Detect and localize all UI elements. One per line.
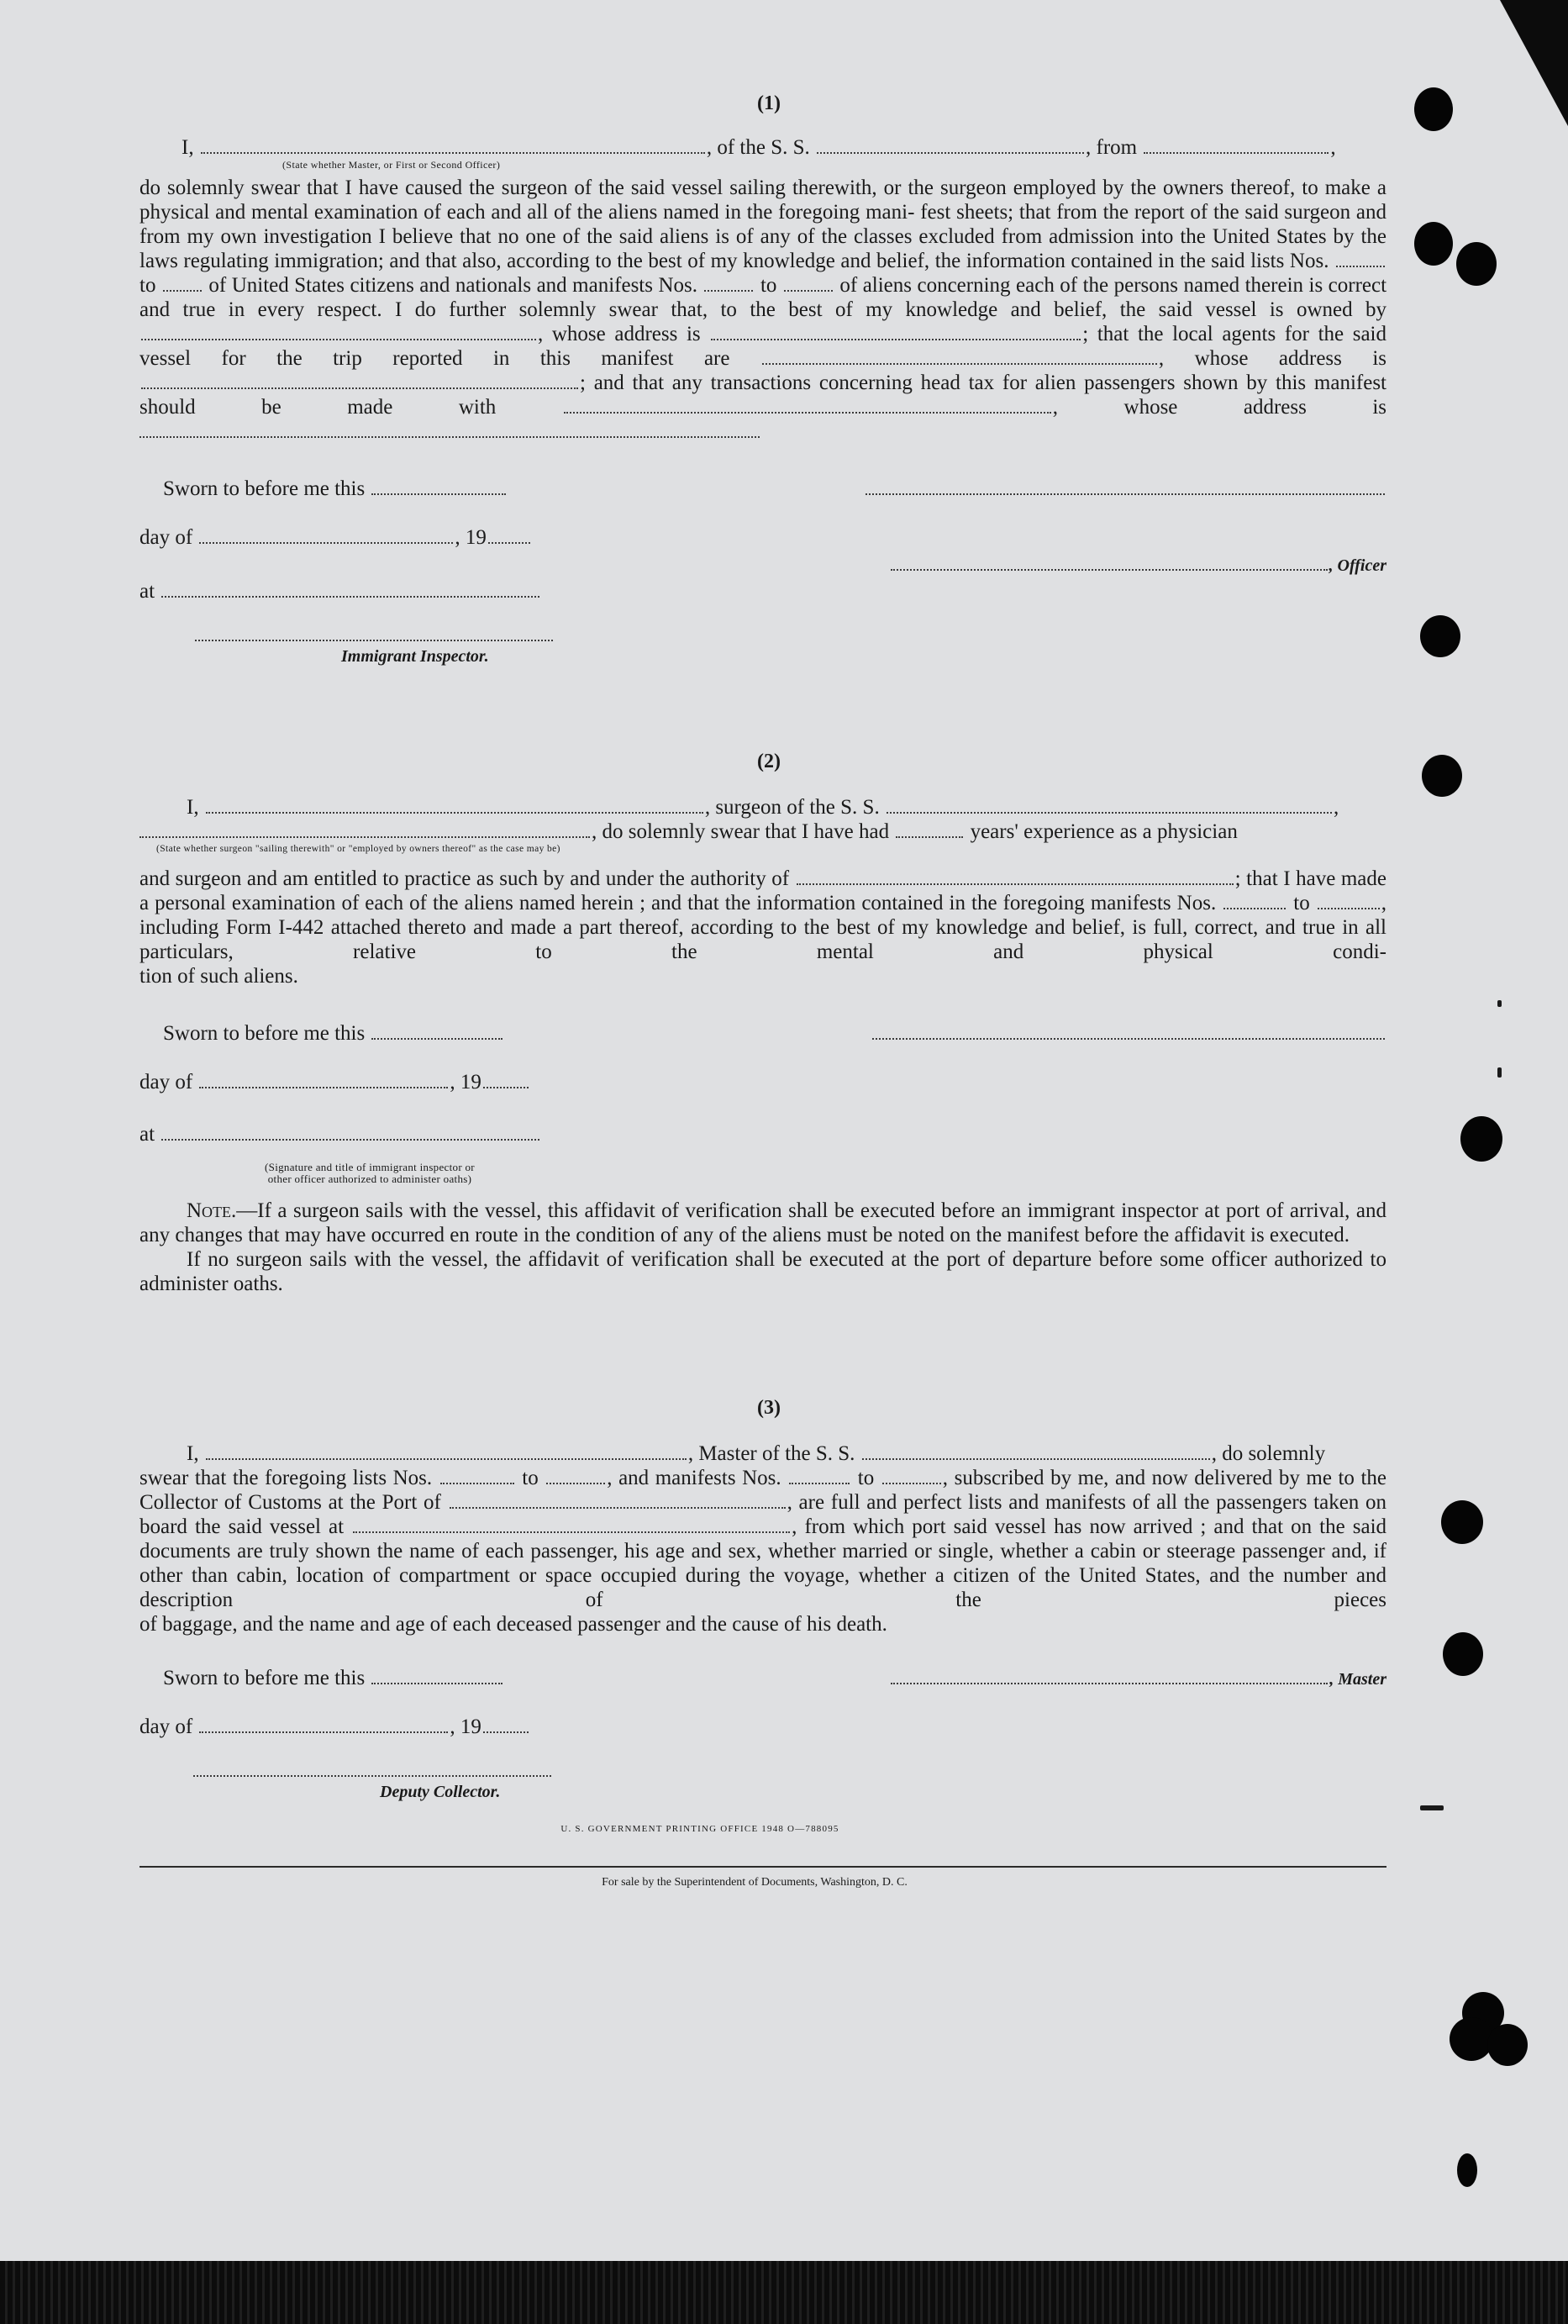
- scan-edge: [0, 2261, 1568, 2324]
- sworn-row: Sworn to before me this: [139, 461, 1386, 509]
- surgeon-caption: (State whether surgeon "sailing therewith" or "employed by owners thereof" as the case may be): [156, 843, 560, 854]
- list-no-to-blank[interactable]: [163, 273, 202, 292]
- lists-from-blank[interactable]: [440, 1466, 514, 1484]
- master-ship-blank[interactable]: [862, 1441, 1210, 1460]
- master-oath-text: swear that the foregoing lists Nos. to , and manifests Nos. to , subscribed by me, and now delivered by me to the Collector of Customs at the Port of , are full and perfect lists and manifests of all the passengers taken on board the said vessel at , from which port said vessel has now arrived ; and that on the said documents are truly shown the name of each passenger, his age and sex, whether married or single, whether a cabin or steerage passenger and, if other than cabin, location of compartment or space occupied during the voyage, whether a citizen of the United States, and the number and description of the pieces: [139, 1466, 1387, 1611]
- section-3: [139, 1397, 1386, 1834]
- manifest-to-blank[interactable]: [1318, 891, 1380, 909]
- sworn-row: Sworn to before me this , Master: [163, 1666, 1386, 1689]
- officer-title-blank[interactable]: [891, 552, 1328, 571]
- ship-name-blank[interactable]: [817, 135, 1084, 154]
- agents-address-blank[interactable]: [141, 371, 578, 389]
- punch-hole: [1456, 242, 1497, 286]
- day-row: day of , 19: [139, 509, 1386, 558]
- punch-hole: [1487, 2024, 1528, 2066]
- sworn-year-blank[interactable]: [483, 1715, 529, 1733]
- sworn-year-blank[interactable]: [483, 1070, 529, 1088]
- surgeon-oath-end: tion of such aliens.: [139, 964, 298, 988]
- manifests-to-blank[interactable]: [882, 1466, 941, 1484]
- owner-address-blank[interactable]: [711, 322, 1081, 340]
- sworn-year-blank[interactable]: [488, 525, 530, 544]
- owner-blank[interactable]: [141, 322, 536, 340]
- list-no-from-blank[interactable]: [1336, 249, 1385, 267]
- punch-hole: [1420, 615, 1460, 657]
- master-signature-blank[interactable]: [891, 1666, 1328, 1684]
- section-number: (3): [757, 1396, 781, 1419]
- authority-blank[interactable]: [797, 867, 1234, 885]
- manifests-from-blank[interactable]: [789, 1466, 850, 1484]
- punch-hole: [1441, 1500, 1483, 1544]
- boarding-port-blank[interactable]: [353, 1515, 790, 1533]
- head-tax-address-line: [139, 419, 1386, 444]
- section-number: (1): [757, 92, 781, 114]
- surgeon-oath-text: and surgeon and am entitled to practice as such by and under the authority of ; that I have made a personal examination of each of the aliens named herein ; and that the information contained in the foregoing manifests Nos. to , including Form I-442 attached thereto and made a part thereof, according to the best of my knowledge and belief, is full, correct, and true in all particulars, relative to the mental and physical condi-: [139, 867, 1386, 963]
- scan-mark: [1497, 1000, 1502, 1007]
- signature-caption: (Signature and title of immigrant inspector or other officer authorized to administer oaths): [265, 1160, 475, 1185]
- sworn-day-blank[interactable]: [371, 477, 506, 495]
- punch-hole: [1422, 755, 1462, 797]
- manifest-from-blank[interactable]: [1223, 891, 1286, 909]
- oath-text: do solemnly swear that I have caused the surgeon of the said vessel sailing therewith, or the surgeon employed by the owners thereof, to make a physical and mental examination of each and all of the aliens named in the foregoing mani- fest sheets; that from the report of the said surgeon and from my own investigation I believe that no one of the said aliens is of any of the classes excluded from admission into the United States by the laws regulating immigration; and that also, according to the best of my knowledge and belief, the information contained in the said lists Nos. to of United States citizens and nationals and manifests Nos. to of aliens concerning each of the persons named therein is correct and true in every respect. I do further solemnly swear that, to the best of my knowledge and belief, the said vessel is owned by , whose address is ; that the local agents for the said vessel for the trip reported in this manifest are , whose address is ; and that any transactions concerning head tax for alien passengers shown by this manifest should be made with , whose address is: [139, 177, 1387, 419]
- rank-caption: (State whether Master, or First or Second Officer): [282, 159, 501, 171]
- section-2: [139, 751, 1386, 1296]
- surgeon-name-blank[interactable]: [206, 795, 703, 814]
- surgeon-status-blank[interactable]: [139, 819, 590, 838]
- collector-signature-blank[interactable]: [193, 1764, 551, 1777]
- master-line: I, , of the S. S. , from ,: [182, 136, 1336, 159]
- surgeon-ship-blank[interactable]: [887, 795, 1332, 814]
- manifest-no-from-blank[interactable]: [704, 273, 753, 292]
- at-row: at: [139, 577, 1386, 603]
- inspector-signature: [139, 629, 1386, 667]
- section-1: [139, 92, 1386, 667]
- at-row: at: [139, 1103, 1386, 1155]
- collector-signature: [139, 1764, 1386, 1802]
- sworn-place-blank[interactable]: [161, 579, 539, 598]
- punch-hole: [1457, 2153, 1477, 2187]
- sworn-row: Sworn to before me this: [139, 1005, 1386, 1054]
- printing-office-line: U. S. GOVERNMENT PRINTING OFFICE 1948 O—788095: [560, 1823, 839, 1834]
- port-from-blank[interactable]: [1144, 135, 1329, 154]
- lists-to-blank[interactable]: [546, 1466, 605, 1484]
- footer-rule: [139, 1866, 1386, 1868]
- day-row: day of , 19: [139, 1699, 1386, 1747]
- sworn-month-blank[interactable]: [199, 1715, 448, 1733]
- punch-hole: [1443, 1632, 1483, 1676]
- note-label: Note.: [187, 1199, 237, 1222]
- port-blank[interactable]: [450, 1490, 786, 1509]
- inspector-signature-blank[interactable]: [195, 629, 553, 641]
- sworn-day-blank[interactable]: [371, 1666, 502, 1684]
- surgeon-line: I, , surgeon of the S. S. ,: [187, 795, 1339, 819]
- footer-text: For sale by the Superintendent of Documents, Washington, D. C.: [602, 1875, 908, 1889]
- officer-signature-blank[interactable]: [866, 477, 1385, 495]
- master-oath-end: of baggage, and the name and age of each deceased passenger and the cause of his death.: [139, 1612, 887, 1636]
- inspector-caption: Immigrant Inspector.: [341, 646, 489, 666]
- surgeon-signature-blank[interactable]: [872, 1021, 1385, 1040]
- master-name-blank[interactable]: [206, 1441, 687, 1460]
- affidavit-content: [139, 92, 1386, 1889]
- punch-hole: [1450, 2017, 1493, 2061]
- scan-mark: [1497, 1067, 1502, 1078]
- experience-line: , do solemnly swear that I have had years' experience as a physician: [139, 819, 1386, 844]
- officer-row: , Officer: [139, 553, 1386, 577]
- sworn-month-blank[interactable]: [199, 1070, 448, 1088]
- head-tax-agent-blank[interactable]: [564, 395, 1051, 414]
- manifest-no-to-blank[interactable]: [784, 273, 833, 292]
- scan-mark: [1420, 1805, 1444, 1810]
- officer-name-blank[interactable]: [201, 135, 705, 154]
- agents-blank[interactable]: [762, 346, 1157, 365]
- sworn-month-blank[interactable]: [199, 525, 453, 544]
- sworn-day-blank[interactable]: [371, 1021, 502, 1040]
- head-tax-address-blank[interactable]: [139, 419, 760, 438]
- day-row: day of , 19: [139, 1054, 1386, 1103]
- sworn-place-blank[interactable]: [161, 1122, 539, 1141]
- collector-caption: Deputy Collector.: [380, 1782, 501, 1801]
- years-experience-blank[interactable]: [896, 819, 963, 838]
- punch-hole: [1414, 87, 1453, 131]
- punch-hole: [1460, 1116, 1502, 1162]
- section-number: (2): [757, 750, 781, 772]
- punch-hole: [1414, 222, 1453, 266]
- master-oath-line: I, , Master of the S. S. , do solemnly: [187, 1441, 1326, 1465]
- note: Note.—If a surgeon sails with the vessel, this affidavit of verification shall be executed before an immigrant inspector at port of arrival, and any changes that may have occurred en route in the condition of any of the aliens must be noted on the manifest before the affidavit is executed. If no surgeon sails with the vessel, the affidavit of verification shall be executed at the port of departure before some officer authorized to administer oaths.: [139, 1199, 1386, 1295]
